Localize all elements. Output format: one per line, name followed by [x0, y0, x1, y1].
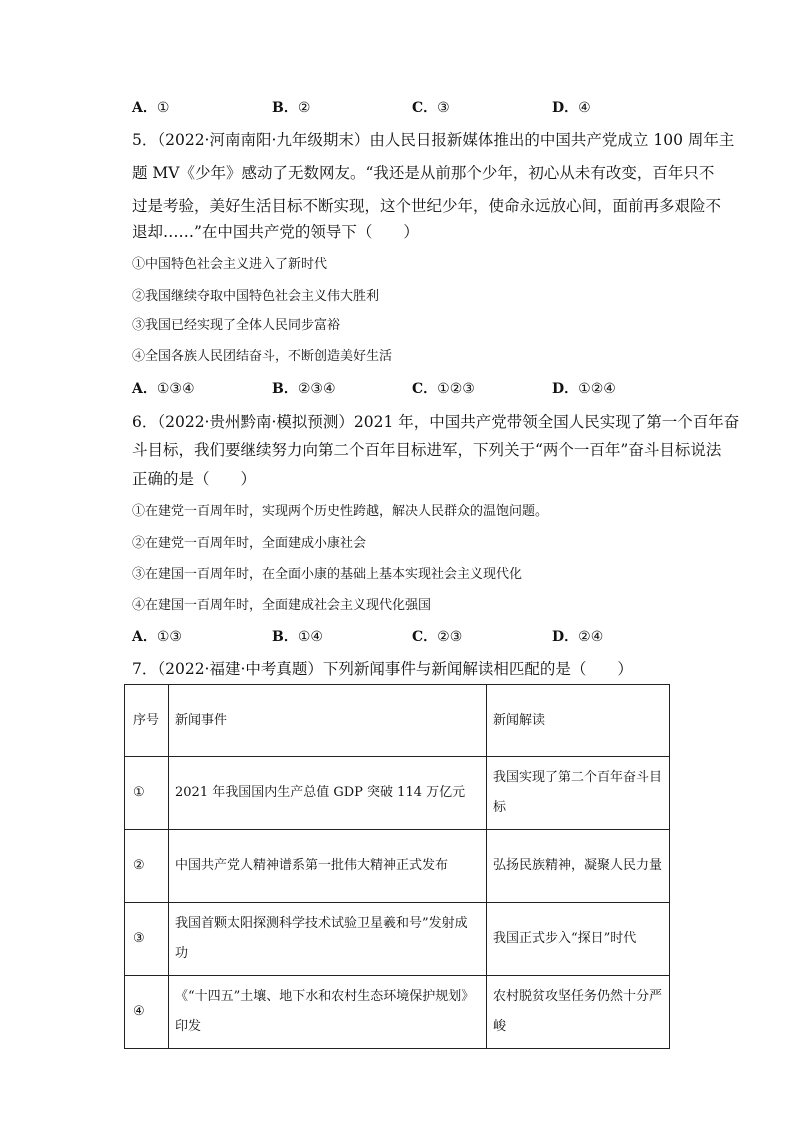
- table-cell: 中国共产党人精神谱系第一批伟大精神正式发布: [169, 830, 487, 903]
- q6-statement-1: ①在建党一百周年时，实现两个历史性跨越，解决人民群众的温饱问题。: [132, 504, 549, 519]
- q6-option-d[interactable]: D．②④: [552, 629, 604, 645]
- q6-option-a[interactable]: A．①③: [132, 629, 182, 645]
- q5-statement-2: ②我国继续夺取中国特色社会主义伟大胜利: [132, 289, 380, 304]
- q5-option-d[interactable]: D．①②④: [552, 381, 616, 397]
- q5-option-b[interactable]: B．②③④: [272, 381, 336, 397]
- table-row: [125, 903, 670, 976]
- table-header-cell: 新闻解读: [487, 685, 670, 757]
- table-row: [125, 830, 670, 903]
- q4-option-c[interactable]: C．③: [412, 100, 450, 116]
- q6-stem-line-2: 斗目标，我们要继续努力向第二个百年目标进军，下列关于“两个一百年”奋斗目标说法: [132, 441, 722, 459]
- q7-stem: 7．（2022·福建·中考真题）下列新闻事件与新闻解读相匹配的是（ ）: [132, 660, 633, 678]
- q6-options: [132, 627, 692, 647]
- q5-statement-1: ①中国特色社会主义进入了新时代: [132, 257, 328, 272]
- q5-statement-3: ③我国已经实现了全体人民同步富裕: [132, 318, 341, 333]
- q6-statement-2: ②在建党一百周年时，全面建成小康社会: [132, 536, 367, 551]
- q5-option-c[interactable]: C．①②③: [412, 381, 475, 397]
- q4-option-a[interactable]: A．①: [132, 100, 170, 116]
- q5-options: [132, 379, 692, 399]
- table-header-cell: 序号: [125, 685, 169, 757]
- table-cell: ②: [125, 830, 169, 903]
- q6-statement-4: ④在建国一百周年时，全面建成社会主义现代化强国: [132, 598, 432, 613]
- q4-option-d[interactable]: D．④: [552, 100, 591, 116]
- table-cell: 我国首颗太阳探测科学技术试验卫星羲和号”发射成功: [169, 903, 487, 976]
- table-cell: 农村脱贫攻坚任务仍然十分严峻: [487, 976, 670, 1049]
- table-cell: 《“十四五”土壤、地下水和农村生态环境保护规划》印发: [169, 976, 487, 1049]
- table-cell: ④: [125, 976, 169, 1049]
- q5-stem-line-4: 退却……”在中国共产党的领导下（ ）: [132, 223, 419, 241]
- q4-option-b[interactable]: B．②: [272, 100, 311, 116]
- table-header-row: [125, 685, 670, 757]
- table-cell: 弘扬民族精神，凝聚人民力量: [487, 830, 670, 903]
- table-row: [125, 757, 670, 830]
- q5-statement-4: ④全国各族人民团结奋斗，不断创造美好生活: [132, 349, 393, 364]
- table-cell: 2021 年我国国内生产总值 GDP 突破 114 万亿元: [169, 757, 487, 830]
- q5-stem-line-1: 5．（2022·河南南阳·九年级期末）由人民日报新媒体推出的中国共产党成立 100 周年主: [132, 131, 735, 149]
- q6-option-c[interactable]: C．②③: [412, 629, 463, 645]
- q6-stem-line-1: 6．（2022·贵州黔南·模拟预测）2021 年，中国共产党带领全国人民实现了第一个百年奋: [132, 413, 740, 431]
- q6-stem-line-3: 正确的是（ ）: [132, 470, 257, 488]
- table-cell: ③: [125, 903, 169, 976]
- q5-stem-line-2: 题 MV《少年》感动了无数网友。“我还是从前那个少年，初心从未有改变，百年只不: [132, 164, 715, 182]
- table-cell: 我国正式步入“探日”时代: [487, 903, 670, 976]
- q4-options: [132, 98, 692, 118]
- q5-option-a[interactable]: A．①③④: [132, 381, 195, 397]
- news-table: [124, 684, 670, 1049]
- table-cell: ①: [125, 757, 169, 830]
- q5-stem-line-3: 过是考验，美好生活目标不断实现，这个世纪少年，使命永远放心间，面前再多艰险不: [132, 197, 722, 215]
- table-cell: 我国实现了第二个百年奋斗目标: [487, 757, 670, 830]
- table-row: [125, 976, 670, 1049]
- table-header-cell: 新闻事件: [169, 685, 487, 757]
- q6-statement-3: ③在建国一百周年时，在全面小康的基础上基本实现社会主义现代化: [132, 567, 523, 582]
- q6-option-b[interactable]: B．①④: [272, 629, 323, 645]
